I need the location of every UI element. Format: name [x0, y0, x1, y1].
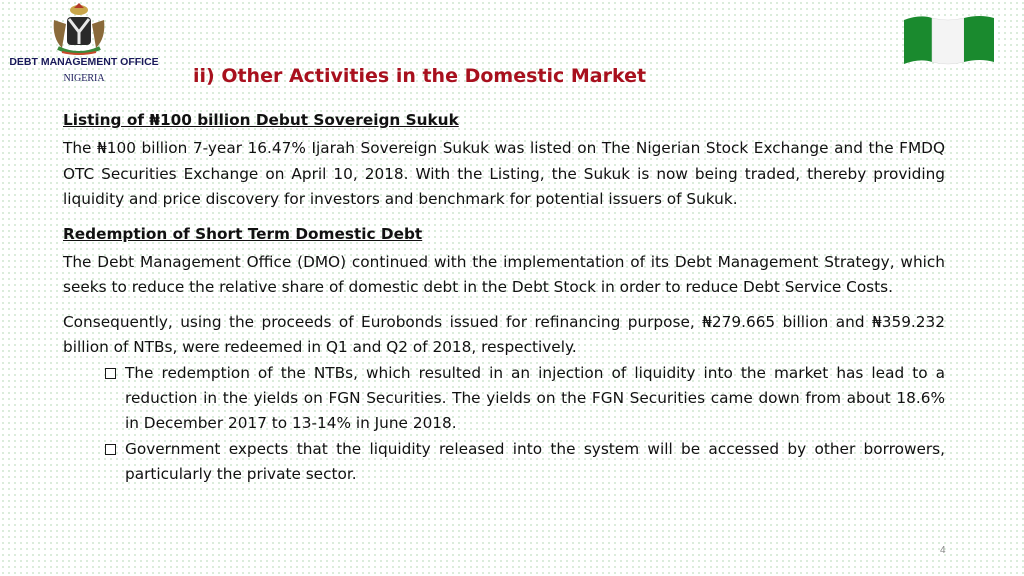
- org-country: NIGERIA: [63, 72, 105, 84]
- section-heading-redemption: Redemption of Short Term Domestic Debt: [63, 224, 423, 243]
- checkbox-bullet-icon: [105, 444, 116, 455]
- checkbox-bullet-icon: [105, 368, 116, 379]
- list-item: [63, 361, 945, 437]
- page-title: ii) Other Activities in the Domestic Market: [193, 65, 647, 87]
- slide-content: [63, 108, 945, 488]
- paragraph-dmo-strategy: The Debt Management Office (DMO) continued with the implementation of its Debt Management Strategy, which seeks to reduce the relative share of domestic debt in the Debt Stock in order to reduce Debt Service Costs.: [63, 253, 945, 297]
- org-name: DEBT MANAGEMENT OFFICE: [9, 56, 159, 68]
- section-heading-sukuk: Listing of ₦100 billion Debut Sovereign Sukuk: [63, 111, 459, 129]
- bullet-text: Government expects that the liquidity released into the system will be accessed by other borrowers, particularly the private sector.: [125, 439, 945, 484]
- nigeria-flag-icon: [900, 12, 996, 66]
- bullet-text: The redemption of the NTBs, which resulted in an injection of liquidity into the market has lead to a reduction in the yields on FGN Securities. The yields on the FGN Securities came down from about 18.6% in December 2017 to 13-14% in June 2018.: [125, 363, 945, 433]
- page-number: 4: [940, 545, 946, 556]
- list-item: [63, 437, 945, 488]
- coat-of-arms-icon: [48, 2, 110, 58]
- paragraph-sukuk: The ₦100 billion 7-year 16.47% Ijarah Sovereign Sukuk was listed on The Nigerian Stock Exchange and the FMDQ OTC Securities Exchange on April 10, 2018. With the Listing, the Sukuk is now being traded, thereby providing liquidity and price discovery for investors and benchmark for potential issuers of Sukuk.: [63, 139, 945, 209]
- org-block: [4, 57, 164, 84]
- paragraph-eurobonds: Consequently, using the proceeds of Eurobonds issued for refinancing purpose, ₦279.665 billion and ₦359.232 billion of NTBs, were redeemed in Q1 and Q2 of 2018, respectively.: [63, 312, 945, 357]
